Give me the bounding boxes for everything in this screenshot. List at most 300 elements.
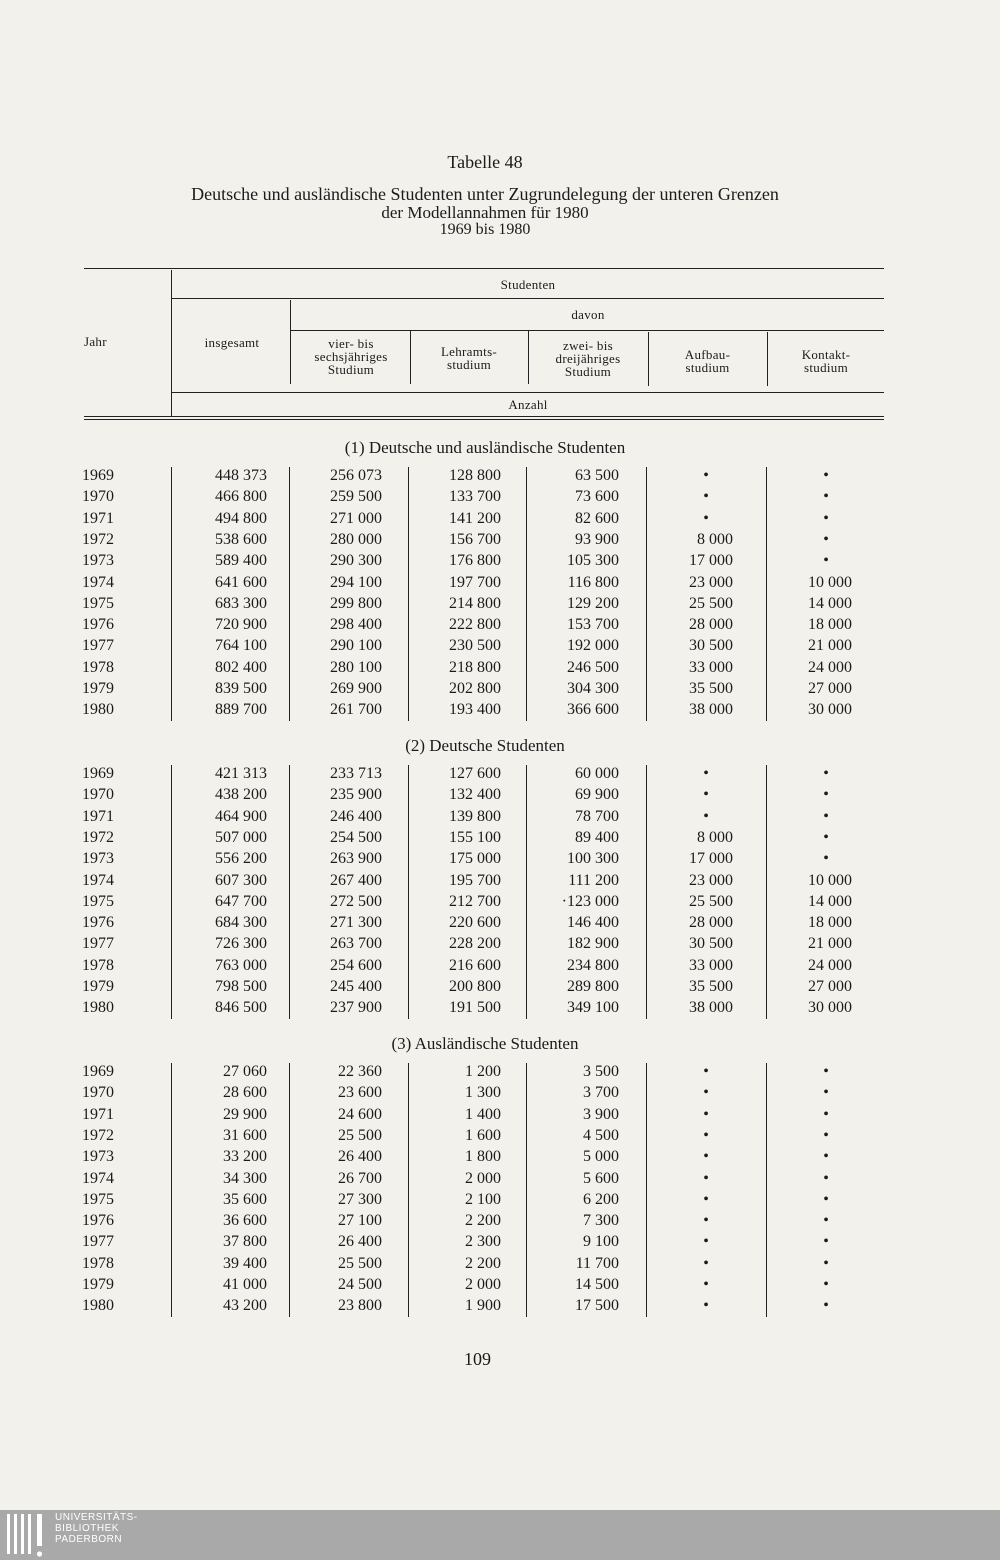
cell-kontakt: •	[823, 1254, 829, 1272]
cell-aufbau: 28 000	[689, 914, 733, 932]
cell-lehramt: 212 700	[449, 892, 501, 910]
cell-zwei-drei: 5 600	[583, 1169, 619, 1187]
cell-jahr: 1976	[82, 1212, 114, 1230]
cell-jahr: 1977	[82, 637, 114, 655]
cell-aufbau: 23 000	[689, 871, 733, 889]
library-footer-band	[0, 1510, 1000, 1560]
cell-vier-sechs: 280 000	[330, 530, 382, 548]
cell-kontakt: 27 000	[808, 680, 852, 697]
cell-kontakt: •	[823, 530, 829, 548]
cell-vier-sechs: 272 500	[330, 892, 382, 910]
cell-insgesamt: 466 800	[215, 488, 267, 506]
cell-lehramt: 175 000	[449, 850, 501, 868]
cell-jahr: 1971	[82, 1105, 114, 1123]
cell-vier-sechs: 259 500	[330, 488, 382, 506]
table-row	[0, 955, 1000, 976]
cell-aufbau: •	[703, 1276, 709, 1293]
cell-zwei-drei: 69 900	[575, 786, 619, 804]
cell-lehramt: 2 200	[465, 1254, 501, 1272]
cell-insgesamt: 39 400	[223, 1254, 267, 1272]
cell-lehramt: 218 800	[449, 658, 501, 676]
cell-insgesamt: 726 300	[215, 935, 267, 953]
cell-lehramt: 127 600	[449, 765, 501, 782]
cell-aufbau: •	[703, 1169, 709, 1187]
cell-vier-sechs: 280 100	[330, 658, 382, 676]
cell-jahr: 1972	[82, 828, 114, 846]
cell-zwei-drei: 60 000	[575, 765, 619, 782]
cell-aufbau: •	[703, 509, 709, 527]
table-row	[0, 572, 1000, 593]
table-row	[0, 550, 1000, 571]
cell-kontakt: •	[823, 807, 829, 825]
cell-insgesamt: 889 700	[215, 701, 267, 719]
table-row	[0, 848, 1000, 869]
cell-zwei-drei: 146 400	[567, 914, 619, 932]
cell-lehramt: 197 700	[449, 573, 501, 591]
table-row	[0, 763, 1000, 784]
cell-lehramt: 191 500	[449, 999, 501, 1017]
cell-lehramt: 2 000	[465, 1276, 501, 1293]
cell-aufbau: •	[703, 1212, 709, 1230]
cell-zwei-drei: 11 700	[575, 1254, 619, 1272]
cell-lehramt: 1 800	[465, 1148, 501, 1166]
cell-aufbau: •	[703, 1105, 709, 1123]
cell-lehramt: 1 400	[465, 1105, 501, 1123]
table-row	[0, 976, 1000, 997]
cell-kontakt: •	[823, 488, 829, 506]
cell-lehramt: 2 000	[465, 1169, 501, 1187]
cell-kontakt: •	[823, 509, 829, 527]
cell-vier-sechs: 263 900	[330, 850, 382, 868]
cell-zwei-drei: 89 400	[575, 828, 619, 846]
cell-kontakt: •	[823, 1190, 829, 1208]
cell-kontakt: •	[823, 786, 829, 804]
cell-vier-sechs: 24 500	[338, 1276, 382, 1293]
cell-zwei-drei: 73 600	[575, 488, 619, 506]
cell-insgesamt: 683 300	[215, 594, 267, 612]
cell-vier-sechs: 23 600	[338, 1084, 382, 1102]
cell-vier-sechs: 25 500	[338, 1126, 382, 1144]
table-row	[0, 508, 1000, 529]
cell-aufbau: •	[703, 1126, 709, 1144]
cell-vier-sechs: 24 600	[338, 1105, 382, 1123]
cell-aufbau: 30 500	[689, 935, 733, 953]
cell-jahr: 1978	[82, 956, 114, 974]
cell-kontakt: •	[823, 1126, 829, 1144]
cell-zwei-drei: 3 700	[583, 1084, 619, 1102]
cell-vier-sechs: 263 700	[330, 935, 382, 953]
cell-aufbau: 33 000	[689, 956, 733, 974]
cell-insgesamt: 494 800	[215, 509, 267, 527]
cell-vier-sechs: 290 300	[330, 552, 382, 570]
table-row	[0, 635, 1000, 656]
cell-jahr: 1980	[82, 999, 114, 1017]
cell-jahr: 1974	[82, 871, 114, 889]
cell-insgesamt: 802 400	[215, 658, 267, 676]
table-row	[0, 678, 1000, 699]
table-row	[0, 1061, 1000, 1082]
table-row	[0, 614, 1000, 635]
cell-lehramt: 2 200	[465, 1212, 501, 1230]
cell-aufbau: •	[703, 1297, 709, 1315]
cell-kontakt: 24 000	[808, 658, 852, 676]
cell-aufbau: 8 000	[697, 828, 733, 846]
cell-vier-sechs: 254 600	[330, 956, 382, 974]
cell-insgesamt: 839 500	[215, 680, 267, 697]
cell-vier-sechs: 294 100	[330, 573, 382, 591]
cell-insgesamt: 27 060	[223, 1063, 267, 1080]
cell-vier-sechs: 271 300	[330, 914, 382, 932]
cell-vier-sechs: 26 400	[338, 1148, 382, 1166]
cell-aufbau: 23 000	[689, 573, 733, 591]
cell-jahr: 1970	[82, 488, 114, 506]
cell-zwei-drei: 3 500	[583, 1063, 619, 1080]
cell-zwei-drei: 63 500	[575, 467, 619, 484]
cell-jahr: 1977	[82, 935, 114, 953]
header-vier-sechsjaehriges: vier- bis sechsjähriges Studium	[314, 336, 388, 377]
table-title-line2: der Modellannahmen für 1980	[381, 203, 589, 222]
cell-kontakt: 18 000	[808, 616, 852, 634]
header-davon: davon	[571, 307, 605, 322]
cell-insgesamt: 464 900	[215, 807, 267, 825]
table-row	[0, 593, 1000, 614]
cell-jahr: 1972	[82, 530, 114, 548]
header-anzahl: Anzahl	[508, 397, 548, 412]
cell-insgesamt: 43 200	[223, 1297, 267, 1315]
cell-aufbau: 25 500	[689, 892, 733, 910]
library-logo-icon	[4, 1510, 52, 1560]
cell-kontakt: •	[823, 765, 829, 782]
cell-jahr: 1974	[82, 573, 114, 591]
cell-insgesamt: 33 200	[223, 1148, 267, 1166]
cell-zwei-drei: 100 300	[567, 850, 619, 868]
cell-jahr: 1973	[82, 1148, 114, 1166]
cell-lehramt: 139 800	[449, 807, 501, 825]
cell-kontakt: •	[823, 1297, 829, 1315]
cell-aufbau: •	[703, 807, 709, 825]
cell-vier-sechs: 261 700	[330, 701, 382, 719]
cell-aufbau: 35 500	[689, 680, 733, 697]
table-row	[0, 1274, 1000, 1295]
cell-jahr: 1969	[82, 1063, 114, 1080]
cell-vier-sechs: 256 073	[330, 467, 382, 484]
cell-lehramt: 230 500	[449, 637, 501, 655]
cell-aufbau: •	[703, 1148, 709, 1166]
cell-insgesamt: 34 300	[223, 1169, 267, 1187]
header-insgesamt: insgesamt	[204, 335, 260, 350]
cell-lehramt: 1 900	[465, 1297, 501, 1315]
cell-vier-sechs: 235 900	[330, 786, 382, 804]
table-row	[0, 806, 1000, 827]
cell-lehramt: 200 800	[449, 978, 501, 995]
cell-kontakt: •	[823, 1276, 829, 1293]
studenten-rule	[172, 298, 884, 299]
cell-kontakt: •	[823, 828, 829, 846]
cell-vier-sechs: 245 400	[330, 978, 382, 995]
cell-jahr: 1979	[82, 978, 114, 995]
cell-kontakt: 30 000	[808, 701, 852, 719]
cell-zwei-drei: 4 500	[583, 1126, 619, 1144]
cell-insgesamt: 641 600	[215, 573, 267, 591]
cell-aufbau: 25 500	[689, 594, 733, 612]
table-row	[0, 529, 1000, 550]
table-row	[0, 1189, 1000, 1210]
cell-vier-sechs: 23 800	[338, 1297, 382, 1315]
cell-zwei-drei: 105 300	[567, 552, 619, 570]
cell-zwei-drei: 82 600	[575, 509, 619, 527]
cell-jahr: 1970	[82, 786, 114, 804]
section-title-2: (2) Deutsche Studenten	[405, 736, 565, 755]
cell-zwei-drei: 246 500	[567, 658, 619, 676]
cell-insgesamt: 684 300	[215, 914, 267, 932]
table-row	[0, 486, 1000, 507]
cell-lehramt: 141 200	[449, 509, 501, 527]
cell-kontakt: 30 000	[808, 999, 852, 1017]
cell-vier-sechs: 246 400	[330, 807, 382, 825]
cell-insgesamt: 36 600	[223, 1212, 267, 1230]
cell-lehramt: 216 600	[449, 956, 501, 974]
cell-vier-sechs: 269 900	[330, 680, 382, 697]
cell-aufbau: 28 000	[689, 616, 733, 634]
table-row	[0, 1125, 1000, 1146]
cell-lehramt: 156 700	[449, 530, 501, 548]
cell-zwei-drei: 304 300	[567, 680, 619, 697]
cell-insgesamt: 41 000	[223, 1276, 267, 1293]
cell-jahr: 1979	[82, 1276, 114, 1293]
cell-zwei-drei: 14 500	[575, 1276, 619, 1293]
table-row	[0, 465, 1000, 486]
cell-zwei-drei: 9 100	[583, 1233, 619, 1251]
cell-aufbau: •	[703, 786, 709, 804]
cell-insgesamt: 607 300	[215, 871, 267, 889]
cell-zwei-drei: 116 800	[567, 573, 619, 591]
cell-lehramt: 214 800	[449, 594, 501, 612]
cell-jahr: 1974	[82, 1169, 114, 1187]
cell-vier-sechs: 271 000	[330, 509, 382, 527]
header-vline-insgesamt	[290, 300, 291, 384]
cell-insgesamt: 28 600	[223, 1084, 267, 1102]
cell-kontakt: 24 000	[808, 956, 852, 974]
cell-kontakt: 10 000	[808, 871, 852, 889]
cell-insgesamt: 720 900	[215, 616, 267, 634]
cell-kontakt: 18 000	[808, 914, 852, 932]
header-bottom-rule-2	[84, 419, 884, 420]
cell-aufbau: 30 500	[689, 637, 733, 655]
cell-kontakt: •	[823, 1084, 829, 1102]
cell-kontakt: •	[823, 850, 829, 868]
table-row	[0, 912, 1000, 933]
table-row	[0, 933, 1000, 954]
cell-aufbau: 33 000	[689, 658, 733, 676]
cell-insgesamt: 763 000	[215, 956, 267, 974]
cell-aufbau: 38 000	[689, 999, 733, 1017]
cell-vier-sechs: 26 700	[338, 1169, 382, 1187]
cell-kontakt: •	[823, 1169, 829, 1187]
cell-vier-sechs: 27 300	[338, 1190, 382, 1208]
cell-lehramt: 195 700	[449, 871, 501, 889]
cell-insgesamt: 589 400	[215, 552, 267, 570]
cell-jahr: 1973	[82, 850, 114, 868]
cell-jahr: 1973	[82, 552, 114, 570]
cell-kontakt: •	[823, 1233, 829, 1251]
cell-jahr: 1979	[82, 680, 114, 697]
cell-jahr: 1978	[82, 1254, 114, 1272]
cell-zwei-drei: 366 600	[567, 701, 619, 719]
cell-insgesamt: 35 600	[223, 1190, 267, 1208]
cell-vier-sechs: 22 360	[338, 1063, 382, 1080]
cell-lehramt: 220 600	[449, 914, 501, 932]
header-bottom-rule	[84, 416, 884, 417]
davon-rule	[290, 330, 884, 331]
cell-jahr: 1971	[82, 807, 114, 825]
header-top-rule	[84, 268, 884, 269]
cell-lehramt: 193 400	[449, 701, 501, 719]
cell-kontakt: •	[823, 467, 829, 484]
cell-aufbau: •	[703, 488, 709, 506]
cell-zwei-drei: 6 200	[583, 1190, 619, 1208]
cell-lehramt: 133 700	[449, 488, 501, 506]
table-row	[0, 1253, 1000, 1274]
header-zwei-dreijaehriges: zwei- bis dreijähriges Studium	[555, 338, 621, 379]
cell-jahr: 1980	[82, 701, 114, 719]
cell-insgesamt: 764 100	[215, 637, 267, 655]
cell-lehramt: 2 300	[465, 1233, 501, 1251]
cell-lehramt: 202 800	[449, 680, 501, 697]
cell-vier-sechs: 254 500	[330, 828, 382, 846]
subheader-rule	[172, 392, 884, 393]
table-row	[0, 1146, 1000, 1167]
cell-kontakt: •	[823, 1105, 829, 1123]
cell-lehramt: 222 800	[449, 616, 501, 634]
cell-aufbau: •	[703, 1084, 709, 1102]
cell-vier-sechs: 290 100	[330, 637, 382, 655]
cell-zwei-drei: 234 800	[567, 956, 619, 974]
cell-vier-sechs: 25 500	[338, 1254, 382, 1272]
cell-kontakt: 14 000	[808, 892, 852, 910]
cell-lehramt: 2 100	[465, 1190, 501, 1208]
cell-zwei-drei: 78 700	[575, 807, 619, 825]
section-title-3: (3) Ausländische Studenten	[391, 1034, 579, 1053]
cell-insgesamt: 448 373	[215, 467, 267, 484]
table-row	[0, 1104, 1000, 1125]
cell-lehramt: 1 600	[465, 1126, 501, 1144]
table-row	[0, 1231, 1000, 1252]
cell-lehramt: 155 100	[449, 828, 501, 846]
cell-aufbau: •	[703, 765, 709, 782]
cell-zwei-drei: 289 800	[567, 978, 619, 995]
table-title-line1: Deutsche und ausländische Studenten unter Zugrundelegung der unteren Grenzen	[191, 184, 779, 204]
cell-aufbau: •	[703, 1254, 709, 1272]
table-row	[0, 657, 1000, 678]
cell-insgesamt: 421 313	[215, 765, 267, 782]
cell-zwei-drei: 17 500	[575, 1297, 619, 1315]
header-jahr: Jahr	[84, 334, 107, 349]
cell-kontakt: 10 000	[808, 573, 852, 591]
cell-jahr: 1980	[82, 1297, 114, 1315]
cell-vier-sechs: 267 400	[330, 871, 382, 889]
header-studenten: Studenten	[500, 277, 556, 292]
cell-jahr: 1977	[82, 1233, 114, 1251]
cell-insgesamt: 846 500	[215, 999, 267, 1017]
cell-aufbau: 8 000	[697, 530, 733, 548]
cell-insgesamt: 31 600	[223, 1126, 267, 1144]
cell-aufbau: •	[703, 1063, 709, 1080]
cell-zwei-drei: 111 200	[568, 871, 619, 889]
header-kontaktstudium: Kontakt- studium	[801, 347, 851, 375]
cell-jahr: 1975	[82, 1190, 114, 1208]
table-row	[0, 827, 1000, 848]
table-row	[0, 1082, 1000, 1103]
cell-aufbau: •	[703, 467, 709, 484]
cell-vier-sechs: 298 400	[330, 616, 382, 634]
cell-jahr: 1972	[82, 1126, 114, 1144]
cell-vier-sechs: 27 100	[338, 1212, 382, 1230]
table-row	[0, 1210, 1000, 1231]
cell-aufbau: 17 000	[689, 552, 733, 570]
header-aufbaustudium: Aufbau- studium	[684, 347, 731, 375]
cell-vier-sechs: 233 713	[330, 765, 382, 782]
cell-zwei-drei: 3 900	[583, 1105, 619, 1123]
cell-kontakt: •	[823, 552, 829, 570]
table-title-line3: 1969 bis 1980	[439, 221, 531, 238]
cell-insgesamt: 538 600	[215, 530, 267, 548]
cell-kontakt: 21 000	[808, 935, 852, 953]
cell-jahr: 1976	[82, 616, 114, 634]
cell-aufbau: 35 500	[689, 978, 733, 995]
table-row	[0, 891, 1000, 912]
cell-kontakt: 27 000	[808, 978, 852, 995]
table-number: Tabelle 48	[447, 152, 523, 172]
cell-zwei-drei: ·123 000	[561, 892, 619, 910]
cell-zwei-drei: 349 100	[567, 999, 619, 1017]
cell-aufbau: •	[703, 1233, 709, 1251]
cell-jahr: 1976	[82, 914, 114, 932]
cell-jahr: 1971	[82, 509, 114, 527]
table-row	[0, 699, 1000, 720]
cell-insgesamt: 507 000	[215, 828, 267, 846]
cell-kontakt: •	[823, 1063, 829, 1080]
table-row	[0, 1295, 1000, 1316]
cell-zwei-drei: 153 700	[567, 616, 619, 634]
cell-lehramt: 132 400	[449, 786, 501, 804]
library-name: UNIVERSITÄTS- BIBLIOTHEK PADERBORN	[55, 1512, 138, 1545]
cell-insgesamt: 556 200	[215, 850, 267, 868]
cell-zwei-drei: 192 000	[567, 637, 619, 655]
cell-zwei-drei: 129 200	[567, 594, 619, 612]
table-row	[0, 1168, 1000, 1189]
cell-insgesamt: 29 900	[223, 1105, 267, 1123]
cell-insgesamt: 438 200	[215, 786, 267, 804]
cell-jahr: 1975	[82, 892, 114, 910]
page-number: 109	[464, 1349, 491, 1369]
cell-vier-sechs: 237 900	[330, 999, 382, 1017]
cell-jahr: 1970	[82, 1084, 114, 1102]
cell-insgesamt: 37 800	[223, 1233, 267, 1251]
table-row	[0, 997, 1000, 1018]
cell-jahr: 1975	[82, 594, 114, 612]
cell-jahr: 1978	[82, 658, 114, 676]
section-title-1: (1) Deutsche und ausländische Studenten	[344, 438, 626, 457]
table-row	[0, 784, 1000, 805]
cell-lehramt: 128 800	[449, 467, 501, 484]
cell-zwei-drei: 182 900	[567, 935, 619, 953]
cell-kontakt: •	[823, 1148, 829, 1166]
cell-jahr: 1969	[82, 467, 114, 484]
cell-vier-sechs: 299 800	[330, 594, 382, 612]
cell-lehramt: 1 300	[465, 1084, 501, 1102]
cell-vier-sechs: 26 400	[338, 1233, 382, 1251]
cell-aufbau: 17 000	[689, 850, 733, 868]
